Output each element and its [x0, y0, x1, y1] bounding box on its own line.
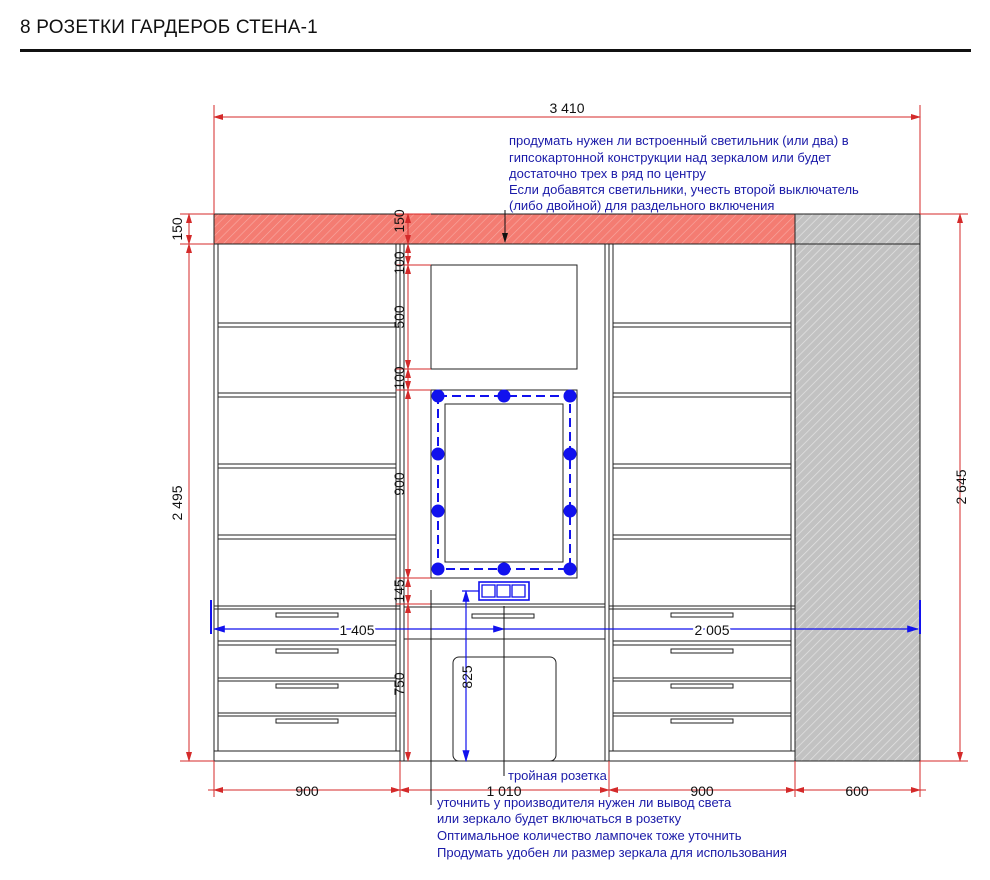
top-note-line: гипсокартонной конструкции над зеркалом или будет: [509, 150, 831, 165]
bulb: [564, 505, 577, 518]
bottom-note-line: уточнить у производителя нужен ли вывод света: [437, 795, 732, 810]
dim-right-2645: 2 645: [953, 469, 969, 505]
dim-bottom-900-left: 900: [295, 783, 319, 799]
dim-bottom-600: 600: [845, 783, 869, 799]
dim-center-500: 500: [391, 305, 407, 329]
light-wiring: [438, 396, 570, 569]
mirror-lights: [432, 390, 577, 576]
dim-center-100-top: 100: [391, 251, 407, 275]
bottom-note: [437, 795, 787, 860]
dim-center-900: 900: [391, 472, 407, 496]
dim-socket-left-1405: 1 405: [339, 622, 375, 638]
top-note-line: достаточно трех в ряд по центру: [509, 166, 706, 181]
wall-hatch-top: [795, 214, 920, 244]
left-shelves: [218, 323, 396, 539]
dim-center-145: 145: [391, 579, 407, 603]
bottom-note-line: Продумать удобен ли размер зеркала для использования: [437, 845, 787, 860]
right-shelves: [613, 323, 791, 539]
wall-hatch: [795, 244, 920, 761]
triple-socket-icon: [479, 582, 529, 600]
bottom-note-line: или зеркало будет включаться в розетку: [437, 811, 682, 826]
top-note-line: Если добавятся светильники, учесть второй выключатель: [509, 182, 859, 197]
bulb: [432, 390, 445, 403]
dim-center-100-mid: 100: [391, 366, 407, 390]
bulb: [432, 563, 445, 576]
dim-bottom-1010: 1 010: [486, 783, 522, 799]
dim-left-2495: 2 495: [169, 485, 185, 521]
bottom-note-line: Оптимальное количество лампочек тоже уточнить: [437, 828, 742, 843]
sheet-title: 8 РОЗЕТКИ ГАРДЕРОБ СТЕНА-1: [20, 17, 318, 38]
dim-left-150: 150: [169, 217, 185, 241]
socket-label: тройная розетка: [508, 768, 607, 783]
dim-socket-height-825: 825: [459, 665, 475, 689]
bulb: [564, 390, 577, 403]
dim-center-150: 150: [391, 209, 407, 233]
bulb: [432, 448, 445, 461]
dim-center-750: 750: [391, 672, 407, 696]
dim-overall-width: 3 410: [549, 100, 585, 116]
bulb: [564, 563, 577, 576]
dim-bottom-900-right: 900: [690, 783, 714, 799]
bulb: [432, 505, 445, 518]
top-note: [509, 133, 859, 213]
bulb: [564, 448, 577, 461]
bulb: [498, 563, 511, 576]
upper-cabinet: [431, 265, 577, 369]
bulb: [498, 390, 511, 403]
top-note-line: (либо двойной) для раздельного включения: [509, 198, 775, 213]
mirror-frame: [431, 390, 577, 578]
top-note-line: продумать нужен ли встроенный светильник (или два) в: [509, 133, 849, 148]
mirror-glass: [445, 404, 563, 562]
dim-socket-right-2005: 2 005: [694, 622, 730, 638]
